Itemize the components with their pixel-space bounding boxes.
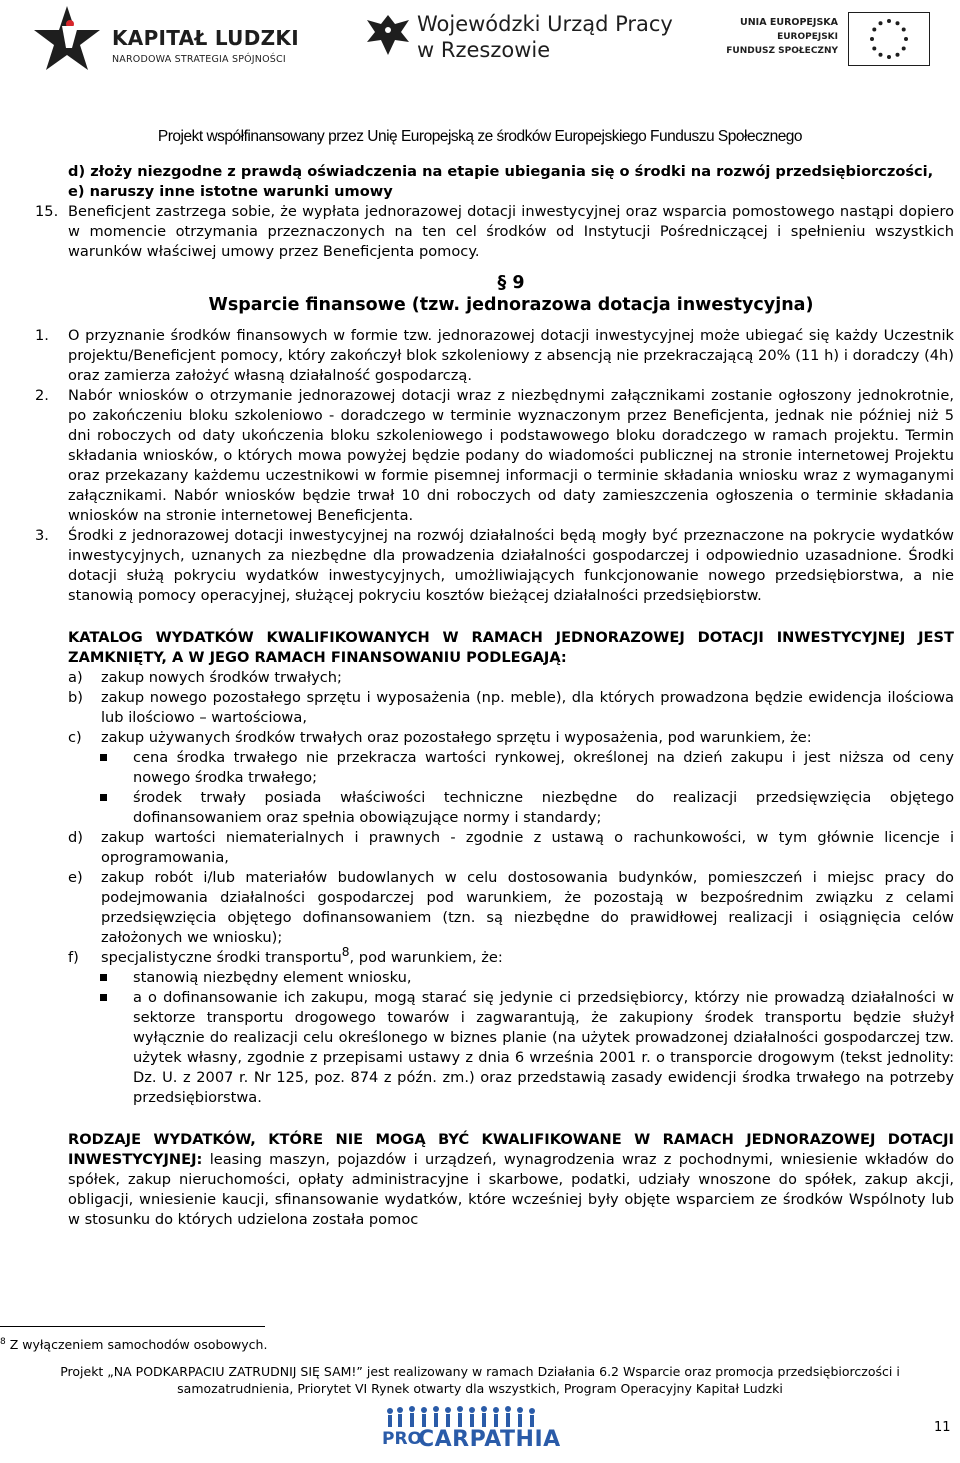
list-item-d <box>68 828 954 868</box>
section-number: § 9 <box>497 273 525 293</box>
list-item-f-text-after: , pod warunkiem, że: <box>349 949 503 966</box>
procarpathia-logo <box>382 1405 561 1460</box>
eagle-icon <box>365 12 411 58</box>
kapital-ludzki-logo <box>32 4 312 76</box>
footnote-separator <box>0 1326 265 1327</box>
eu-flag-icon <box>848 12 930 66</box>
non-eligible-text: leasing maszyn, pojazdów i urządzeń, wynagrodzenia wraz z pochodnymi, wniesienie wkładów do spółek, zakup nieruchomości, opłaty administracyjne i skarbowe, podatki, udziały wnoszone do spółek, zakup akcji, obligacji, wniesienie kaucji, sfinansowanie wydatków, które wcześniej były objęte wsparciem ze środków Wspólnoty lub w stosunku do których udzielona została pomoc <box>68 1151 954 1228</box>
wup-name-line1: Wojewódzki Urząd Pracy <box>417 12 673 36</box>
paragraph-15-text: Beneficjent zastrzega sobie, że wypłata jednorazowej dotacji inwestycyjnej oraz wsparcia pomostowego nastąpi dopiero w momencie otrzymania przeznaczonych na ten cel środków od Instytucji Pośredniczącej i spełnieniu wszystkich warunków właściwej umowy przez Beneficjenta pomocy. <box>68 203 954 260</box>
kapital-ludzki-title: KAPITAŁ LUDZKI <box>112 26 299 50</box>
paragraph-15-number: 15. <box>35 203 59 220</box>
paragraph-1-number: 1. <box>35 327 49 344</box>
square-bullet-icon <box>100 754 107 761</box>
square-bullet-icon <box>100 974 107 981</box>
list-item-a-letter: a) <box>68 669 83 686</box>
list-item-e <box>68 868 954 948</box>
page-header <box>0 0 960 145</box>
non-eligible-heading: RODZAJE WYDATKÓW, KTÓRE NIE MOGĄ BYĆ KWALIFIKOWANE W RAMACH JEDNORAZOWEJ DOTACJI INWESTYCYJNEJ: <box>68 1131 954 1168</box>
list-item-e-text: zakup robót i/lub materiałów budowlanych w celu dostosowania budynków, pomieszczeń i miejsc pracy do podejmowania działalności gospodarczej pod warunkiem, że pozostają w bezpośrednim związku z celami przedsięwzięcia objętego dofinansowaniem (tzn. są niezbędne do prawidłowej realizacji i osiągnięcia celów założonych we wniosku); <box>101 869 954 946</box>
procarpathia-pro-text: PRO <box>382 1429 423 1449</box>
footnote-reference-8[interactable]: 8 <box>341 945 350 960</box>
list-item-d-text: zakup wartości niematerialnych i prawnych - zgodnie z ustawą o rachunkowości, w tym głównie licencje i oprogramowania, <box>101 829 954 866</box>
page-number: 11 <box>934 1420 951 1435</box>
paragraph-3-text: Środki z jednorazowej dotacji inwestycyjnej na rozwój działalności będą mogły być przeznaczone na pokrycie wydatków inwestycyjnych, uznanych za niezbędne dla prowadzenia działalności gospodarczej i odpowiednio uzasadnione. Środki dotacji służą pokryciu wydatków inwestycyjnych, umożliwiających funkcjonowanie nowego przedsiębiorstwa, a nie stanowią pomocy operacyjnej, służącej pokryciu kosztów bieżącej działalności przedsiębiorstw. <box>68 527 954 604</box>
item-d: d) złoży niezgodne z prawdą oświadczenia na etapie ubiegania się o środki na rozwój przedsiębiorczości, <box>68 163 934 180</box>
eu-logo <box>720 10 935 70</box>
paragraph-3 <box>35 526 954 606</box>
list-item-f-letter: f) <box>68 949 79 966</box>
paragraph-15 <box>35 202 954 262</box>
paragraph-1 <box>35 326 954 386</box>
list-item-c-bullet-2 <box>68 788 954 828</box>
procarpathia-carpathia-text: CARPATHIA <box>418 1427 561 1452</box>
wup-name-line2: w Rzeszowie <box>417 38 551 62</box>
footer-line-1: Projekt „NA PODKARPACIU ZATRUDNIJ SIĘ SAM!” jest realizowany w ramach Działania 6.2 Wsparcie oraz promocja przedsiębiorczości i <box>60 1364 900 1379</box>
list-item-f-bullet-2 <box>68 988 954 1108</box>
procarpathia-figures-icon <box>382 1405 542 1427</box>
list-item-a-text: zakup nowych środków trwałych; <box>101 669 342 686</box>
list-item-f-bullet-1-text: stanowią niezbędny element wniosku, <box>133 969 412 986</box>
list-item-d-letter: d) <box>68 829 83 846</box>
footnote-8 <box>0 1337 267 1352</box>
footnote-text: Z wyłączeniem samochodów osobowych. <box>9 1337 268 1352</box>
list-item-c-text: zakup używanych środków trwałych oraz pozostałego sprzętu i wyposażenia, pod warunkiem, że: <box>101 729 812 746</box>
document-body <box>35 162 954 1230</box>
list-item-a <box>68 668 954 688</box>
list-item-f-text-before: specjalistyczne środki transportu <box>101 949 342 966</box>
square-bullet-icon <box>100 994 107 1001</box>
list-item-b-text: zakup nowego pozostałego sprzętu i wyposażenia (np. meble), dla których prowadzona będzie ewidencja ilościowa lub ilościowo – wartościowa, <box>101 689 954 726</box>
paragraph-1-text: O przyznanie środków finansowych w formie tzw. jednorazowej dotacji inwestycyjnej może ubiegać się każdy Uczestnik projektu/Beneficjent pomocy, który zakończył blok szkoleniowy z absencją nie przekraczającą 20% (11 h) i doradczy (4h) oraz zamierza założyć własną działalność gospodarczą. <box>68 327 954 384</box>
section-title: Wsparcie finansowe (tzw. jednorazowa dotacja inwestycyjna) <box>208 295 814 315</box>
cofinancing-caption: Projekt współfinansowany przez Unię Europejską ze środków Europejskiego Funduszu Społecznego <box>157 128 803 145</box>
wup-logo <box>365 8 673 68</box>
kapital-ludzki-star-icon <box>32 4 102 76</box>
non-eligible-paragraph <box>68 1130 954 1230</box>
list-item-e-letter: e) <box>68 869 83 886</box>
list-item-f <box>68 945 954 968</box>
list-item-b <box>68 688 954 728</box>
catalog-heading: KATALOG WYDATKÓW KWALIFIKOWANYCH W RAMACH JEDNORAZOWEJ DOTACJI INWESTYCYJNEJ JEST ZAMKNIĘTY, A W JEGO RAMACH FINANSOWANIU PODLEGAJĄ: <box>68 629 954 666</box>
eu-label-line2: EUROPEJSKI <box>777 32 838 42</box>
item-e: e) naruszy inne istotne warunki umowy <box>68 183 393 200</box>
list-item-f-bullet-1 <box>68 968 954 988</box>
square-bullet-icon <box>100 794 107 801</box>
paragraph-2 <box>35 386 954 526</box>
kapital-ludzki-subtitle: NARODOWA STRATEGIA SPÓJNOŚCI <box>112 54 286 65</box>
eu-label-line3: FUNDUSZ SPOŁECZNY <box>726 46 838 56</box>
list-item-c-bullet-1 <box>68 748 954 788</box>
paragraph-2-number: 2. <box>35 387 49 404</box>
paragraph-2-text: Nabór wniosków o otrzymanie jednorazowej dotacji wraz z niezbędnymi załącznikami zostanie ogłoszony jednokrotnie, po zakończeniu bloku szkoleniowo - doradczego w terminie wyznaczonym przez Beneficjenta, jednak nie później niż 5 dni roboczych od daty ukończenia bloku szkoleniowego i podstawowego bloku doradczego w ramach projektu. Termin składania wniosków, o których mowa powyżej będzie podany do wiadomości publicznej na stronie internetowej Projektu oraz przekazany każdemu uczestnikowi w formie pisemnej informacji o terminie składania wniosku wraz z wymaganymi załącznikami. Nabór wniosków będzie trwał 10 dni roboczych od daty zamieszczenia ogłoszenia o terminie składania wniosków na stronie internetowej Beneficjenta. <box>68 387 954 524</box>
eu-label-line1: UNIA EUROPEJSKA <box>740 17 838 28</box>
list-item-c-letter: c) <box>68 729 82 746</box>
list-item-c-bullet-1-text: cena środka trwałego nie przekracza wartości rynkowej, określonej na dzień zakupu i jest niższa od ceny nowego środka trwałego; <box>133 749 954 786</box>
footnote-number: 8 <box>0 1336 6 1347</box>
list-item-f-bullet-2-text: a o dofinansowanie ich zakupu, mogą starać się jedynie ci przedsiębiorcy, którzy nie prowadzą działalności w sektorze transportu drogowego towarów i zagwarantują, że zakupiony środek transportu będzie służył wyłącznie do realizacji celu określonego w biznes planie (na użytek prowadzonej działalności gospodarczej tzw. użytek własny, zgodnie z przepisami ustawy z dnia 6 września 2001 r. o transporcie drogowym (tekst jednolity: Dz. U. z 2007 r. Nr 125, poz. 874 z późn. zm.) oraz przedstawią zasady ewidencji środka trwałego na potrzeby przedsiębiorstwa. <box>133 989 954 1106</box>
footer-line-2: samozatrudnienia, Priorytet VI Rynek otwarty dla wszystkich, Program Operacyjny Kapitał Ludzki <box>177 1381 783 1396</box>
list-item-c-bullet-2-text: środek trwały posiada właściwości techniczne niezbędne do realizacji przedsięwzięcia objętego dofinansowaniem oraz spełnia obowiązujące normy i standardy; <box>133 789 954 826</box>
list-item-c <box>68 728 954 748</box>
list-item-b-letter: b) <box>68 689 83 706</box>
paragraph-3-number: 3. <box>35 527 49 544</box>
